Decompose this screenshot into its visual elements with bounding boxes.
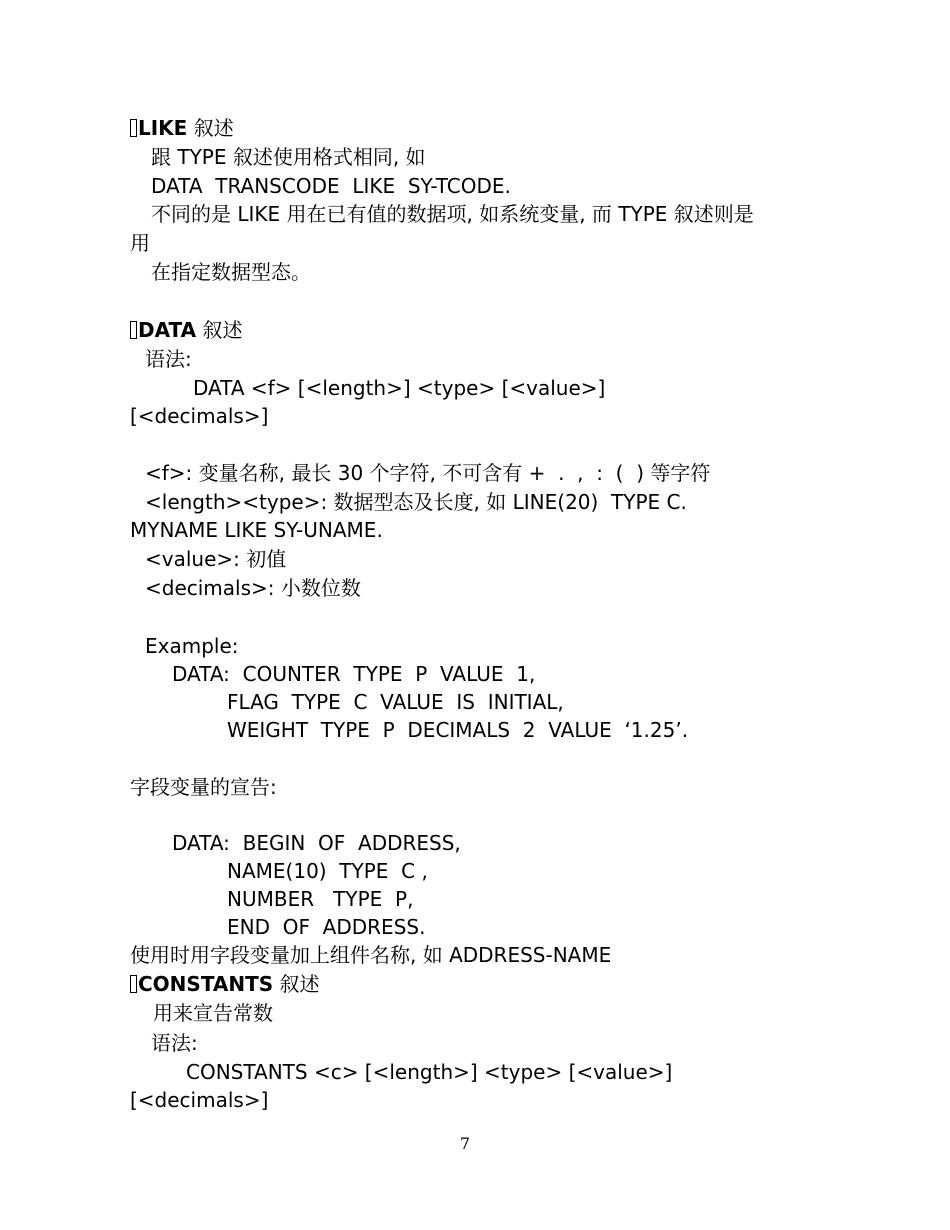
record-usage: 使用时用字段变量加上组件名称, 如 ADDRESS-NAME <box>130 943 612 967</box>
record-line-2: NAME(10) TYPE C , <box>227 859 428 883</box>
example-label: Example: <box>145 634 239 658</box>
data-syntax-line-2: [<decimals>] <box>130 404 269 428</box>
data-heading-keyword: DATA <box>138 318 197 342</box>
like-heading-keyword: LIKE <box>138 116 188 140</box>
data-syntax-label: 语法: <box>145 347 192 371</box>
page-number: 7 <box>459 1134 471 1153</box>
data-desc-decimals: <decimals>: 小数位数 <box>145 576 361 600</box>
constants-line-1: 用来宣告常数 <box>153 1001 273 1025</box>
constants-heading-keyword: CONSTANTS <box>138 972 274 996</box>
like-line-3: 不同的是 LIKE 用在已有值的数据项, 如系统变量, 而 TYPE 叙述则是 <box>151 202 754 226</box>
constants-syntax-line-1: CONSTANTS <c> [<length>] <type> [<value>] <box>186 1060 673 1084</box>
constants-heading <box>130 970 320 998</box>
constants-syntax-label: 语法: <box>151 1031 198 1055</box>
like-heading-rest: 叙述 <box>187 116 234 140</box>
like-heading <box>130 114 234 142</box>
record-line-4: END OF ADDRESS. <box>227 915 426 939</box>
bullet-box-icon <box>130 321 137 339</box>
record-line-3: NUMBER TYPE P, <box>227 887 414 911</box>
bullet-box-icon <box>130 975 137 993</box>
example-line-1: DATA: COUNTER TYPE P VALUE 1, <box>172 662 536 686</box>
data-desc-f: <f>: 变量名称, 最长 30 个字符, 不可含有 + . , : ( ) 等字符 <box>145 461 711 485</box>
data-heading-rest: 叙述 <box>196 318 243 342</box>
data-heading <box>130 316 242 344</box>
constants-heading-rest: 叙述 <box>273 972 320 996</box>
data-desc-value: <value>: 初值 <box>145 547 287 571</box>
constants-syntax-line-2: [<decimals>] <box>130 1088 269 1112</box>
data-syntax-line-1: DATA <f> [<length>] <type> [<value>] <box>193 376 606 400</box>
data-desc-length-cont: MYNAME LIKE SY-UNAME. <box>130 518 383 542</box>
data-desc-length: <length><type>: 数据型态及长度, 如 LINE(20) TYPE C. <box>145 490 687 514</box>
record-label: 字段变量的宣告: <box>130 775 277 799</box>
like-line-4: 用 <box>130 231 150 255</box>
like-line-1: 跟 TYPE 叙述使用格式相同, 如 <box>151 145 426 169</box>
bullet-box-icon <box>130 119 137 137</box>
example-line-2: FLAG TYPE C VALUE IS INITIAL, <box>227 690 564 714</box>
like-line-2: DATA TRANSCODE LIKE SY-TCODE. <box>151 174 511 198</box>
example-line-3: WEIGHT TYPE P DECIMALS 2 VALUE ‘1.25’. <box>227 718 689 742</box>
record-line-1: DATA: BEGIN OF ADDRESS, <box>172 831 461 855</box>
like-line-5: 在指定数据型态。 <box>151 260 311 284</box>
